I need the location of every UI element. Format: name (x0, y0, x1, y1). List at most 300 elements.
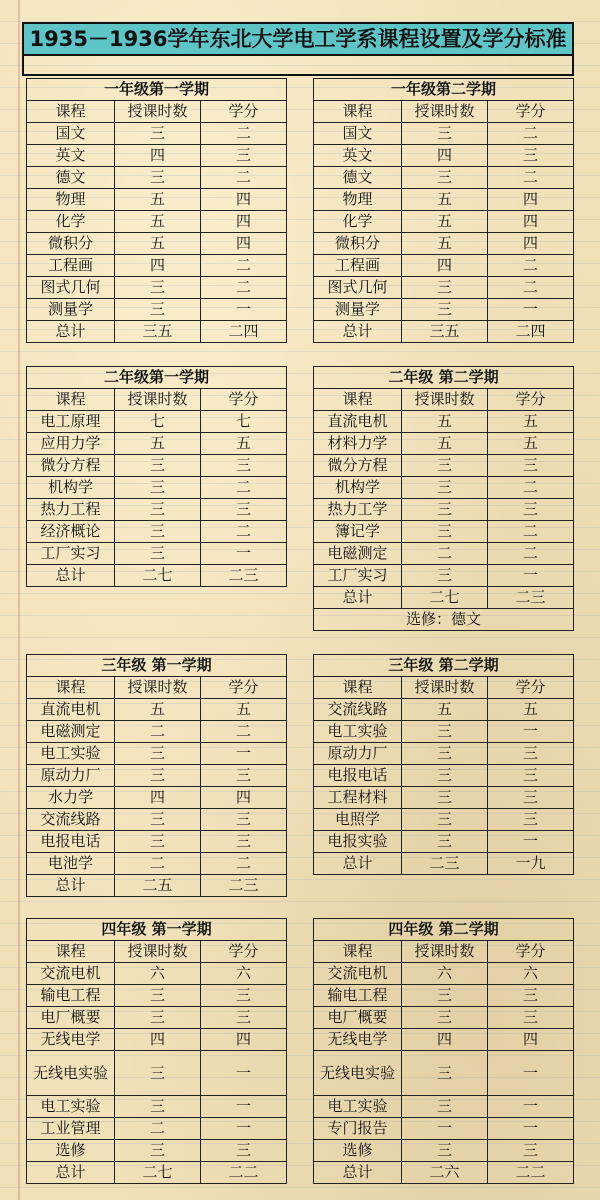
course-credits: 二 (488, 255, 574, 277)
course-hours: 五 (402, 233, 488, 255)
course-credits: 二 (488, 521, 574, 543)
course-name: 英文 (27, 145, 115, 167)
course-hours: 三 (402, 721, 488, 743)
table-row (314, 787, 574, 809)
course-credits: 三 (488, 743, 574, 765)
course-credits: 五 (201, 699, 287, 721)
course-credits: 一 (488, 565, 574, 587)
course-hours: 三 (115, 1096, 201, 1118)
header-course: 课程 (314, 389, 402, 411)
course-credits: 二 (488, 277, 574, 299)
table-row (314, 123, 574, 145)
course-hours: 三 (402, 743, 488, 765)
table-row (27, 189, 287, 211)
total-row (27, 1162, 287, 1184)
course-hours: 三 (115, 167, 201, 189)
table-row (314, 985, 574, 1007)
table-row (27, 1118, 287, 1140)
table-row (27, 455, 287, 477)
table-row (314, 233, 574, 255)
course-hours: 四 (402, 145, 488, 167)
course-credits: 一 (201, 543, 287, 565)
course-name: 物理 (27, 189, 115, 211)
page-title: 1935－1936学年东北大学电工学系课程设置及学分标准 (22, 22, 574, 56)
header-course: 课程 (314, 677, 402, 699)
table-row (314, 1029, 574, 1051)
course-hours: 二 (402, 543, 488, 565)
header-hours: 授课时数 (402, 677, 488, 699)
course-name: 化学 (314, 211, 402, 233)
table-row (314, 743, 574, 765)
course-hours: 三 (115, 985, 201, 1007)
course-credits: 三 (488, 145, 574, 167)
total-credits: 二二 (488, 1162, 574, 1184)
course-name: 图式几何 (27, 277, 115, 299)
course-hours: 三 (402, 765, 488, 787)
header-course: 课程 (27, 677, 115, 699)
course-hours: 二 (115, 853, 201, 875)
course-hours: 四 (115, 787, 201, 809)
course-hours: 五 (402, 189, 488, 211)
course-name: 无线电实验 (27, 1051, 115, 1096)
table-row (314, 211, 574, 233)
course-credits: 一 (201, 1051, 287, 1096)
header-course: 课程 (27, 389, 115, 411)
total-row (314, 853, 574, 875)
table-row (314, 565, 574, 587)
course-credits: 四 (201, 233, 287, 255)
course-credits: 三 (201, 455, 287, 477)
total-label: 总计 (314, 587, 402, 609)
course-credits: 三 (201, 809, 287, 831)
course-credits: 一 (488, 1118, 574, 1140)
course-credits: 四 (201, 1029, 287, 1051)
course-credits: 二 (488, 477, 574, 499)
course-name: 工程材料 (314, 787, 402, 809)
course-credits: 七 (201, 411, 287, 433)
course-name: 输电工程 (27, 985, 115, 1007)
course-credits: 四 (201, 189, 287, 211)
header-credits: 学分 (201, 941, 287, 963)
course-credits: 二 (201, 255, 287, 277)
course-hours: 五 (115, 211, 201, 233)
total-credits: 二二 (201, 1162, 287, 1184)
course-hours: 四 (115, 145, 201, 167)
course-hours: 六 (402, 963, 488, 985)
course-name: 测量学 (314, 299, 402, 321)
total-label: 总计 (314, 853, 402, 875)
course-credits: 三 (201, 985, 287, 1007)
course-name: 直流电机 (27, 699, 115, 721)
course-credits: 一 (201, 743, 287, 765)
course-hours: 三 (115, 1140, 201, 1162)
course-name: 水力学 (27, 787, 115, 809)
course-credits: 二 (488, 543, 574, 565)
course-hours: 五 (115, 233, 201, 255)
course-name: 电池学 (27, 853, 115, 875)
course-credits: 五 (201, 433, 287, 455)
total-label: 总计 (314, 321, 402, 343)
table-row (314, 277, 574, 299)
table-row (27, 1051, 287, 1096)
course-name: 热力工学 (314, 499, 402, 521)
course-name: 机构学 (27, 477, 115, 499)
total-row (27, 565, 287, 587)
total-hours: 二七 (115, 1162, 201, 1184)
table-row (27, 985, 287, 1007)
table-row (314, 189, 574, 211)
total-row (27, 321, 287, 343)
table-row (27, 167, 287, 189)
course-hours: 二 (115, 1118, 201, 1140)
total-hours: 二七 (402, 587, 488, 609)
course-hours: 四 (115, 1029, 201, 1051)
table-row (27, 255, 287, 277)
table-row (27, 499, 287, 521)
course-hours: 五 (115, 189, 201, 211)
table-row (27, 963, 287, 985)
course-name: 工程画 (27, 255, 115, 277)
total-label: 总计 (27, 875, 115, 897)
semester-table (26, 78, 287, 343)
total-label: 总计 (27, 565, 115, 587)
course-name: 原动力厂 (314, 743, 402, 765)
table-row (27, 743, 287, 765)
table-row (314, 543, 574, 565)
course-name: 机构学 (314, 477, 402, 499)
course-name: 经济概论 (27, 521, 115, 543)
course-credits: 二 (201, 277, 287, 299)
total-hours: 三五 (402, 321, 488, 343)
course-credits: 三 (201, 831, 287, 853)
table-row (27, 145, 287, 167)
total-credits: 二三 (201, 875, 287, 897)
header-credits: 学分 (201, 101, 287, 123)
course-hours: 三 (402, 477, 488, 499)
course-name: 交流电机 (27, 963, 115, 985)
course-hours: 三 (115, 455, 201, 477)
course-credits: 四 (488, 211, 574, 233)
table-row (314, 499, 574, 521)
course-hours: 三 (115, 277, 201, 299)
course-hours: 三 (402, 809, 488, 831)
course-hours: 四 (115, 255, 201, 277)
course-hours: 五 (402, 411, 488, 433)
course-credits: 六 (488, 963, 574, 985)
course-credits: 一 (488, 721, 574, 743)
title-underbox (22, 56, 574, 76)
course-hours: 一 (402, 1118, 488, 1140)
table-row (314, 831, 574, 853)
course-name: 原动力厂 (27, 765, 115, 787)
total-hours: 二五 (115, 875, 201, 897)
course-name: 德文 (27, 167, 115, 189)
course-credits: 三 (488, 499, 574, 521)
semester-table (313, 918, 574, 1184)
course-name: 化学 (27, 211, 115, 233)
course-credits: 四 (201, 787, 287, 809)
table-row (314, 1051, 574, 1096)
header-credits: 学分 (488, 101, 574, 123)
course-name: 输电工程 (314, 985, 402, 1007)
course-name: 电照学 (314, 809, 402, 831)
course-credits: 六 (201, 963, 287, 985)
course-name: 测量学 (27, 299, 115, 321)
course-hours: 三 (115, 743, 201, 765)
semester-title: 三年级 第一学期 (27, 655, 287, 677)
course-hours: 三 (402, 1096, 488, 1118)
table-row (27, 277, 287, 299)
course-hours: 二 (115, 721, 201, 743)
total-credits: 二四 (488, 321, 574, 343)
course-name: 交流线路 (314, 699, 402, 721)
course-hours: 三 (402, 299, 488, 321)
course-name: 工厂实习 (314, 565, 402, 587)
course-credits: 一 (488, 1096, 574, 1118)
course-name: 选修 (27, 1140, 115, 1162)
course-hours: 三 (115, 123, 201, 145)
semester-table (313, 366, 574, 631)
course-name: 国文 (27, 123, 115, 145)
header-course: 课程 (27, 101, 115, 123)
table-row (314, 963, 574, 985)
table-row (314, 809, 574, 831)
course-credits: 一 (201, 1118, 287, 1140)
table-row (27, 411, 287, 433)
semester-title: 一年级第二学期 (314, 79, 574, 101)
course-name: 电工原理 (27, 411, 115, 433)
table-row (27, 853, 287, 875)
course-credits: 二 (201, 853, 287, 875)
course-hours: 三 (402, 1140, 488, 1162)
course-name: 电磁测定 (314, 543, 402, 565)
course-credits: 二 (201, 167, 287, 189)
total-hours: 二三 (402, 853, 488, 875)
total-label: 总计 (27, 321, 115, 343)
table-row (314, 433, 574, 455)
course-hours: 三 (402, 787, 488, 809)
course-credits: 五 (488, 699, 574, 721)
semester-title: 二年级 第二学期 (314, 367, 574, 389)
course-hours: 三 (115, 1007, 201, 1029)
course-hours: 三 (402, 565, 488, 587)
course-name: 国文 (314, 123, 402, 145)
course-credits: 一 (488, 299, 574, 321)
table-row (314, 167, 574, 189)
total-label: 总计 (27, 1162, 115, 1184)
course-hours: 三 (402, 499, 488, 521)
course-credits: 三 (201, 499, 287, 521)
course-hours: 三 (115, 543, 201, 565)
course-credits: 一 (201, 299, 287, 321)
course-name: 无线电学 (314, 1029, 402, 1051)
total-credits: 一九 (488, 853, 574, 875)
table-row (314, 521, 574, 543)
table-row (314, 477, 574, 499)
course-hours: 三 (115, 499, 201, 521)
header-hours: 授课时数 (402, 101, 488, 123)
course-hours: 三 (115, 1051, 201, 1096)
semester-table (26, 918, 287, 1184)
margin-line (18, 0, 20, 1200)
header-credits: 学分 (488, 941, 574, 963)
course-credits: 三 (201, 145, 287, 167)
table-row (27, 433, 287, 455)
course-credits: 五 (488, 411, 574, 433)
table-row (27, 721, 287, 743)
header-credits: 学分 (488, 677, 574, 699)
header-hours: 授课时数 (402, 941, 488, 963)
course-name: 工厂实习 (27, 543, 115, 565)
course-name: 应用力学 (27, 433, 115, 455)
course-credits: 二 (201, 721, 287, 743)
semester-table (26, 654, 287, 897)
table-row (314, 145, 574, 167)
semester-table (26, 366, 287, 587)
course-credits: 三 (488, 787, 574, 809)
semester-title: 四年级 第二学期 (314, 919, 574, 941)
course-hours: 七 (115, 411, 201, 433)
table-row (27, 765, 287, 787)
course-hours: 五 (115, 699, 201, 721)
course-name: 德文 (314, 167, 402, 189)
course-hours: 三 (402, 1007, 488, 1029)
course-credits: 三 (488, 1007, 574, 1029)
table-row (27, 1007, 287, 1029)
course-name: 电报电话 (314, 765, 402, 787)
course-name: 电工实验 (27, 743, 115, 765)
course-name: 电工实验 (314, 1096, 402, 1118)
header-hours: 授课时数 (115, 677, 201, 699)
course-credits: 二 (488, 167, 574, 189)
table-row (314, 1007, 574, 1029)
table-row (314, 1140, 574, 1162)
course-name: 交流电机 (314, 963, 402, 985)
table-row (27, 787, 287, 809)
course-name: 直流电机 (314, 411, 402, 433)
course-name: 微积分 (27, 233, 115, 255)
course-name: 微分方程 (27, 455, 115, 477)
course-hours: 三 (402, 277, 488, 299)
course-credits: 四 (488, 233, 574, 255)
course-name: 交流线路 (27, 809, 115, 831)
course-name: 电磁测定 (27, 721, 115, 743)
course-name: 电工实验 (314, 721, 402, 743)
table-row (27, 699, 287, 721)
course-name: 热力工程 (27, 499, 115, 521)
course-hours: 五 (115, 433, 201, 455)
semester-title: 二年级第一学期 (27, 367, 287, 389)
course-credits: 三 (488, 455, 574, 477)
course-hours: 三 (115, 299, 201, 321)
table-row (314, 455, 574, 477)
course-credits: 三 (201, 765, 287, 787)
course-hours: 三 (402, 1051, 488, 1096)
course-hours: 三 (402, 167, 488, 189)
course-name: 电工实验 (27, 1096, 115, 1118)
course-name: 无线电实验 (314, 1051, 402, 1096)
course-credits: 三 (488, 765, 574, 787)
course-credits: 一 (488, 831, 574, 853)
course-credits: 一 (201, 1096, 287, 1118)
table-row (27, 521, 287, 543)
header-credits: 学分 (201, 389, 287, 411)
course-name: 电厂概要 (314, 1007, 402, 1029)
course-credits: 一 (488, 1051, 574, 1096)
table-row (27, 299, 287, 321)
header-credits: 学分 (488, 389, 574, 411)
course-credits: 四 (488, 1029, 574, 1051)
course-hours: 三 (402, 521, 488, 543)
total-row (27, 875, 287, 897)
course-hours: 六 (115, 963, 201, 985)
total-row (314, 1162, 574, 1184)
table-row (27, 123, 287, 145)
course-name: 图式几何 (314, 277, 402, 299)
semester-title: 一年级第一学期 (27, 79, 287, 101)
table-row (27, 1029, 287, 1051)
course-name: 电厂概要 (27, 1007, 115, 1029)
elective-note: 选修：德文 (314, 609, 574, 631)
table-row (27, 543, 287, 565)
header-hours: 授课时数 (115, 941, 201, 963)
total-hours: 二七 (115, 565, 201, 587)
semester-title: 四年级 第一学期 (27, 919, 287, 941)
course-name: 选修 (314, 1140, 402, 1162)
course-hours: 三 (115, 477, 201, 499)
course-credits: 二 (201, 477, 287, 499)
course-name: 英文 (314, 145, 402, 167)
course-hours: 四 (402, 255, 488, 277)
course-hours: 三 (115, 765, 201, 787)
header-course: 课程 (314, 941, 402, 963)
course-hours: 三 (115, 831, 201, 853)
table-row (27, 1096, 287, 1118)
semester-title: 三年级 第二学期 (314, 655, 574, 677)
table-row (314, 765, 574, 787)
course-credits: 三 (201, 1140, 287, 1162)
course-hours: 五 (402, 211, 488, 233)
header-course: 课程 (314, 101, 402, 123)
semester-table (313, 654, 574, 875)
table-row (27, 211, 287, 233)
course-name: 材料力学 (314, 433, 402, 455)
course-name: 无线电学 (27, 1029, 115, 1051)
course-hours: 三 (115, 521, 201, 543)
course-name: 工业管理 (27, 1118, 115, 1140)
course-credits: 四 (488, 189, 574, 211)
course-credits: 三 (488, 1140, 574, 1162)
course-hours: 四 (402, 1029, 488, 1051)
course-name: 簿记学 (314, 521, 402, 543)
course-hours: 三 (402, 831, 488, 853)
semester-table (313, 78, 574, 343)
course-credits: 四 (201, 211, 287, 233)
table-row (27, 1140, 287, 1162)
table-row (314, 411, 574, 433)
table-row (314, 1118, 574, 1140)
table-row (27, 233, 287, 255)
table-row (27, 477, 287, 499)
total-credits: 二三 (488, 587, 574, 609)
course-name: 专门报告 (314, 1118, 402, 1140)
course-credits: 三 (488, 985, 574, 1007)
header-hours: 授课时数 (115, 101, 201, 123)
course-credits: 五 (488, 433, 574, 455)
course-credits: 二 (201, 123, 287, 145)
course-name: 微分方程 (314, 455, 402, 477)
total-credits: 二四 (201, 321, 287, 343)
